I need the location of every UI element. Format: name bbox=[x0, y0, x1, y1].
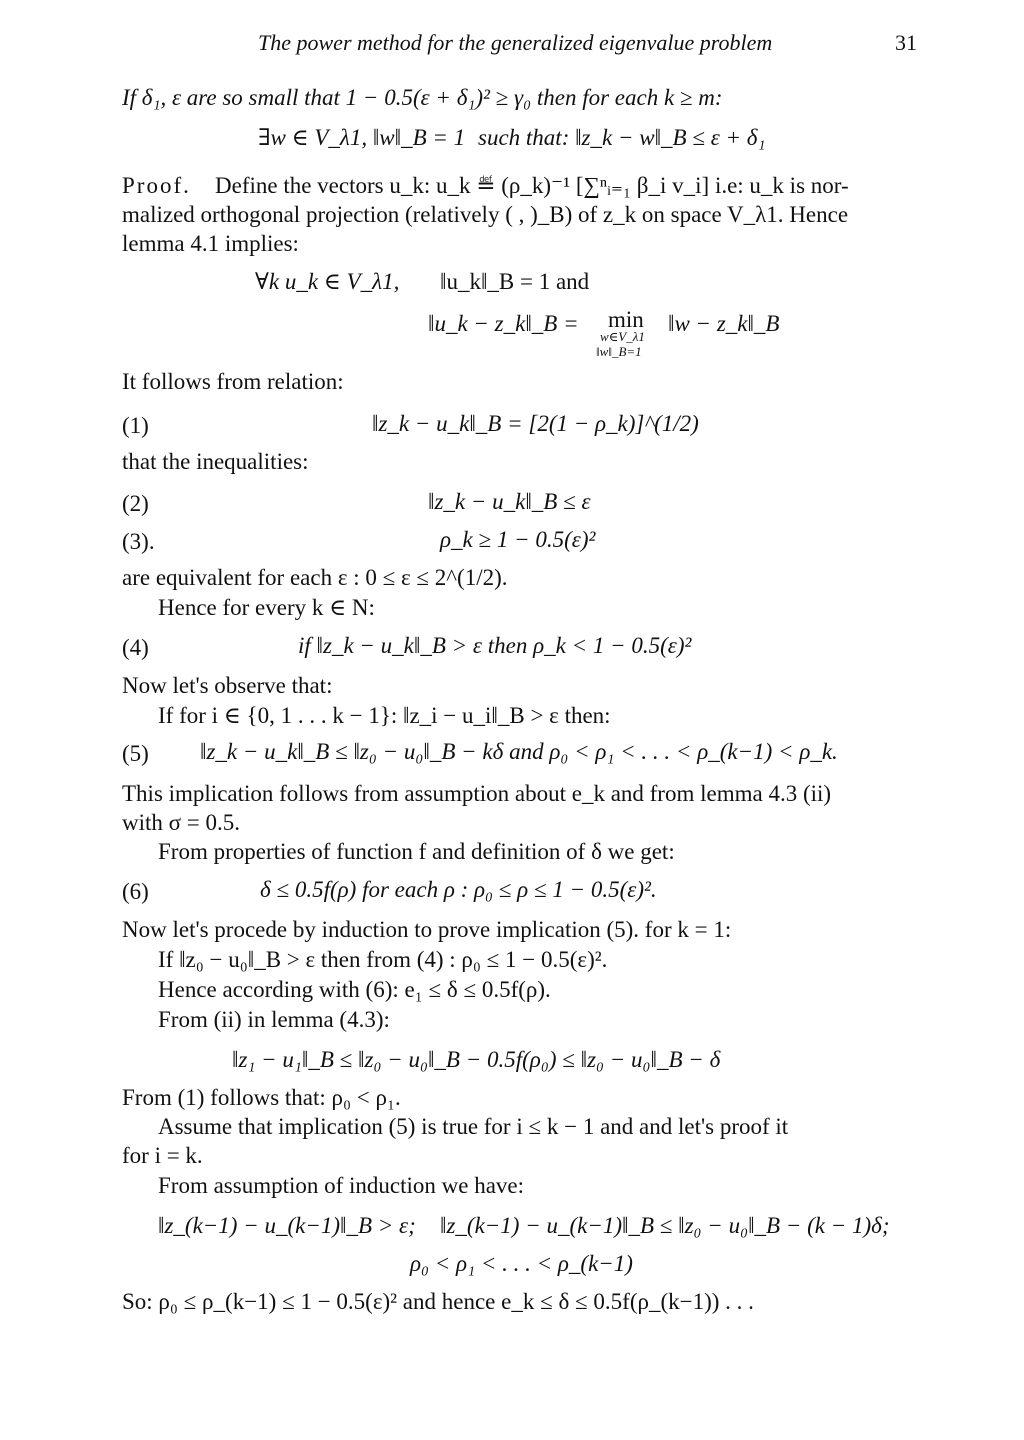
if-z0-text: If ‖z₀ − u₀‖_B > ε then from (4) : ρ₀ ≤ 1 − 0.5(ε)². bbox=[158, 947, 608, 972]
min-operator: min bbox=[608, 307, 644, 332]
eq2: ‖z_k − u_k‖_B ≤ ε bbox=[428, 489, 591, 514]
forall-left: ∀k u_k ∈ V_λ1, bbox=[255, 269, 400, 294]
eq4-label: (4) bbox=[122, 635, 149, 660]
proof-line-2: malized orthogonal projection (relatively ( , )_B) of z_k on space V_λ1. Hence bbox=[122, 202, 849, 227]
eq2-label: (2) bbox=[122, 491, 149, 516]
hence-according-text: Hence according with (6): e₁ ≤ δ ≤ 0.5f(ρ). bbox=[158, 977, 551, 1002]
inequalities-text: that the inequalities: bbox=[122, 449, 309, 474]
eq6-label: (6) bbox=[122, 879, 149, 904]
follows-text: It follows from relation: bbox=[122, 369, 344, 394]
induction-right-formula: ‖z_(k−1) − u_(k−1)‖_B ≤ ‖z₀ − u₀‖_B − (k − 1)δ; bbox=[440, 1213, 890, 1238]
min-left: ‖u_k − z_k‖_B = bbox=[428, 311, 579, 336]
from-ii-text: From (ii) in lemma (4.3): bbox=[158, 1007, 390, 1032]
implication-line-1: This implication follows from assumption about e_k and from lemma 4.3 (ii) bbox=[122, 781, 832, 806]
implication-line-2: with σ = 0.5. bbox=[122, 810, 241, 835]
from-1-text: From (1) follows that: ρ₀ < ρ₁. bbox=[122, 1085, 401, 1110]
proof-label: Proof. bbox=[122, 173, 191, 198]
eq4: if ‖z_k − u_k‖_B > ε then ρ_k < 1 − 0.5(ε)² bbox=[298, 633, 692, 658]
z1-formula: ‖z₁ − u₁‖_B ≤ ‖z₀ − u₀‖_B − 0.5f(ρ₀) ≤ ‖z₀ − u₀‖_B − δ bbox=[232, 1047, 721, 1072]
hence-every-text: Hence for every k ∈ N: bbox=[158, 595, 375, 620]
observe-text: Now let's observe that: bbox=[122, 673, 333, 698]
eq3: ρ_k ≥ 1 − 0.5(ε)² bbox=[440, 527, 596, 552]
proof-line-1: Define the vectors u_k: u_k ≝ (ρ_k)⁻¹ [∑ⁿᵢ₌₁ β_i v_i] i.e: u_k is nor- bbox=[215, 173, 849, 198]
min-subscript-2: ‖w‖_B=1 bbox=[596, 344, 642, 359]
rho-chain: ρ₀ < ρ₁ < . . . < ρ_(k−1) bbox=[410, 1251, 633, 1276]
assume-line-1: Assume that implication (5) is true for i ≤ k − 1 and and let's proof it bbox=[158, 1114, 789, 1139]
induction-left-formula: ‖z_(k−1) − u_(k−1)‖_B > ε; bbox=[158, 1213, 416, 1238]
min-right: ‖w − z_k‖_B bbox=[668, 311, 780, 336]
claim-formula-right: such that: ‖z_k − w‖_B ≤ ε + δ₁ bbox=[478, 125, 766, 150]
eq5: ‖z_k − u_k‖_B ≤ ‖z₀ − u₀‖_B − kδ and ρ₀ < ρ₁ < . . . < ρ_(k−1) < ρ_k. bbox=[200, 739, 838, 764]
assume-line-2: for i = k. bbox=[122, 1143, 203, 1168]
equivalent-text: are equivalent for each ε : 0 ≤ ε ≤ 2^(1/2). bbox=[122, 565, 508, 590]
eq3-label: (3). bbox=[122, 529, 155, 554]
claim-text: If δ₁, ε are so small that 1 − 0.5(ε + δ₁)² ≥ γ₀ then for each k ≥ m: bbox=[122, 85, 723, 110]
properties-text: From properties of function f and definition of δ we get: bbox=[158, 839, 675, 864]
forall-right: ‖u_k‖_B = 1 and bbox=[440, 269, 590, 294]
so-line: So: ρ₀ ≤ ρ_(k−1) ≤ 1 − 0.5(ε)² and hence e_k ≤ δ ≤ 0.5f(ρ_(k−1)) . . . bbox=[122, 1289, 754, 1314]
from-assumption-text: From assumption of induction we have: bbox=[158, 1173, 525, 1198]
page-number: 31 bbox=[895, 30, 917, 55]
induction-text: Now let's procede by induction to prove implication (5). for k = 1: bbox=[122, 917, 732, 942]
eq1: ‖z_k − u_k‖_B = [2(1 − ρ_k)]^(1/2) bbox=[372, 411, 699, 436]
claim-formula-left: ∃w ∈ V_λ1, ‖w‖_B = 1 bbox=[258, 125, 466, 150]
running-title: The power method for the generalized eigenvalue problem bbox=[258, 30, 773, 55]
if-for-text: If for i ∈ {0, 1 . . . k − 1}: ‖z_i − u_i‖_B > ε then: bbox=[158, 703, 611, 728]
eq5-label: (5) bbox=[122, 741, 149, 766]
min-subscript-1: w∈V_λ1 bbox=[600, 329, 645, 344]
eq6: δ ≤ 0.5f(ρ) for each ρ : ρ₀ ≤ ρ ≤ 1 − 0.5(ε)². bbox=[260, 877, 657, 902]
proof-line-3: lemma 4.1 implies: bbox=[122, 231, 299, 256]
eq1-label: (1) bbox=[122, 413, 149, 438]
